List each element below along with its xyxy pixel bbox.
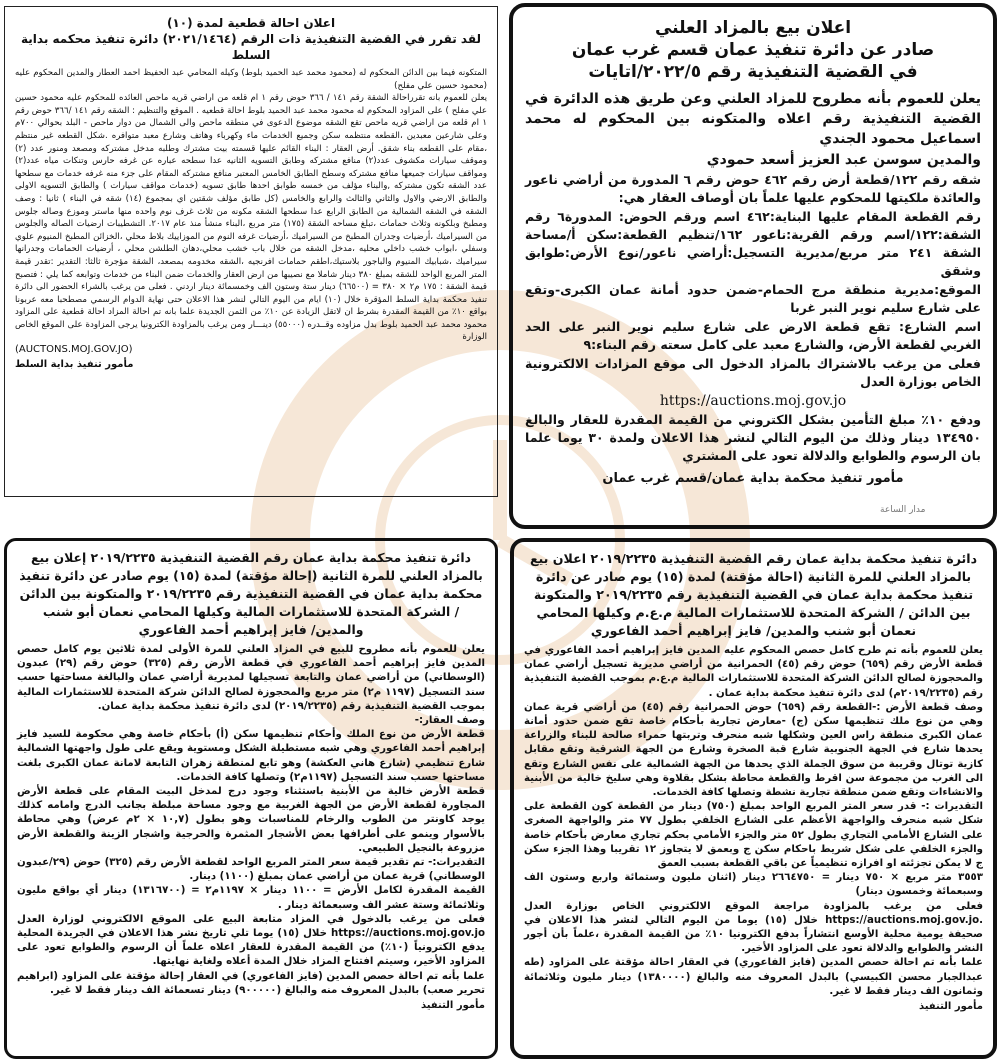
notice1-auction-link[interactable]: https://auctions.moj.gov.jo — [659, 393, 847, 409]
notice3-paragraph: التقديرات :- قدر سعر المتر المربع الواحد بمبلغ (٧٥٠) دينار من القطعة كون القطعة على شكل شبه منحرف والواجهة الأعظم على الشارع الخلفي بطول ٧٧ متر والواجهة الصغرى على الشارع الأمامي التجاري بطول ٥٢ متر والجزء الأمامي بحكم تجاري معارض بأحكام خاصة والجزء الخلفي على شكل شريط باحكام سكن ج وبعمق لا يتجاوز ١٢ تقريبا وهذا الجزء سكن ج لا يمكن تجزئته او افرازه تنظيمياً عن باقي القطعة بسبب العمق — [524, 801, 984, 870]
notice3-paragraph: علما بأنه تم احالة حصص المدين (فايز الفاعوري) في العقار احالة مؤقتة على المزاود (طه عبدالجبار محسن الكبيسي) بالبدل المعروف منه والبالغ (١٣٨٠٠٠٠) دينار مليون وثلاثمائة وثمانون الف دينار فقط لا غير. — [524, 957, 983, 997]
notice-final-referral-salt — [4, 6, 498, 497]
notice2-title: اعلان احالة قطعية لمدة (١٠) — [166, 16, 336, 30]
notice2-signature: مأمور تنفيذ بداية السلط — [15, 358, 134, 370]
notice1-paragraph: ودفع ١٠٪ مبلغ التأمين بشكل الكتروني من القيمة المقدرة للعقار والبالغ ١٣٤٩٥٠ دينار وذلك من اليوم التالي لنشر هذا الاعلان ولمدة ٣٠ يوما علما بان الرسوم والطوابع والدلالة تعود على المشتري — [525, 412, 981, 463]
notice4-heading: دائرة تنفيذ محكمة بداية عمان رقم القضية التنفيذية ٢٠١٩/٢٢٣٥ إعلان بيع بالمزاد العلني للمرة الثانية (إحالة مؤقتة) لمدة (١٥) يوم صادر عن دائرة تنفيذ محكمة بداية عمان في القضية التنفيذية رقم ٢٠١٩/٢٢٣٥ والمتكونة بين الدائن / الشركة المتحدة للاستثمارات المالية وكيلها المحامي نعمان أبو شنب والمدين/ فايز إبراهيم أحمد الفاعوري — [19, 550, 483, 637]
notice4-paragraph: وصف العقار:- — [414, 715, 485, 727]
notice1-paragraph: فعلى من يرغب بالاشتراك بالمزاد الدخول الى موقع المزادات الالكترونية الخاص بوزارة العدل — [525, 356, 981, 389]
notice1-paragraph: يعلن للعموم بأنه مطروح للمزاد العلني وعن طريق هذه الدائرة في القضية التنفيذية رقم اعلاه والمتكونه بين المحكوم له محمد اسماعيل محمود الجندي — [525, 91, 981, 147]
notice3-paragraph: ٣٥٥٣ متر مربع × ٧٥٠ دينار = ٢٦٦٤٧٥٠ دينار (اثنان مليون وستمائة واربع وستون الف وسبعمائة وخمسون دينار) — [524, 872, 983, 898]
notice4-paragraph: قطعة الأرض من نوع الملك وأحكام تنظيمها سكن (أ) بأحكام خاصة وهي محكومة للسيد فايز إبراهيم أحمد الفاعوري وهي شبه مستطيلة الشكل ومستوية ويقع على طول واجهتها الشمالية شارع تنظيمي (شارع هاني العكشة) وهو تابع لمنطقة زهران التابعة لامانة عمان الكبرى بلغت مساحتها حسب سند التسجيل (١١٩٧م٢) وتصلها كافة الخدمات. — [17, 729, 485, 783]
notice4-paragraph: علما بأنه تم احالة حصص المدين (فايز الفاعوري) في العقار إحالة مؤقتة على المزاود (ابراهيم تحرير صعب) بالبدل المعروف منه والبالغ (٩٠٠٠٠٠) دينار تسعمائة الف دينار فقط لا غير. — [17, 970, 485, 996]
watermark-label: مدار الساعة — [880, 505, 926, 515]
notice3-signature: مأمور التنفيذ — [918, 1001, 983, 1013]
notice2-site[interactable]: (AUCTONS.MOJ.GOV.JO) — [15, 344, 133, 356]
notice1-paragraph: رقم القطعة المقام عليها البناية:٤٦٢ اسم ورقم الحوض: المدورة٦ رقم الشقة:١٢٢/اسم ورقم القرية:ناعور ١٦٢/تنظيم القطعة:سكن أ/مساحة الشقة ٢٤١ متر مربع/مديرية التسجيل:أراضي ناعور/نوع الأرض:طوابق وشقق — [525, 209, 981, 278]
notice4-paragraph: يعلن للعموم بأنه مطروح للبيع في المزاد العلني للمرة الأولى لمدة ثلاثين يوم كامل حصص المدين فايز إبراهيم أحمد الفاعوري في قطعة الأرض رقم (٣٢٥) حوض رقم (٢٩) عبدون (الوسطاني) من أراضي عمان والتابعة تسجيلها لمديرية أراضي عمان والبالغة مساحتها حسب سند التسجيل (١١٩٧ م٢) متر مربع والمحجوزة لصالح الدائن شركة المتحدة للاستثمارات المالية بموجب القضية التنفيذية رقم (٢٠١٩/٢٢٣٥) لدى دائرة تنفيذ محكمة بداية عمان. — [17, 644, 486, 712]
notice3-heading: دائرة تنفيذ محكمة بداية عمان رقم القضية التنفيذية ٢٠١٩/٢٢٣٥ اعلان بيع بالمزاد العلني للمرة الثانية (احالة مؤقتة) لمدة (١٥) يوم صادر عن دائرة تنفيذ محكمة بداية عمان في القضية التنفيذية رقم ٢٠١٩/٢٢٣٥ والمتكونة بين الدائن / الشركة المتحدة للاستثمارات المالية م.ع.م وكيلها المحامي نعمان أبو شنب والمدين/ فايز إبراهيم أحمد الفاعوري — [529, 551, 978, 638]
notice4-signature: مأمور التنفيذ — [420, 1000, 485, 1012]
notice1-signature: مأمور تنفيذ محكمة بداية عمان/قسم غرب عمان — [602, 471, 904, 486]
notice4-paragraph: فعلى من يرغب بالدخول في المزاد متابعة البيع على الموقع الالكتروني لوزارة العدل https://auctions.moj.gov.jo خلال (١٥) يوما تلي تاريخ نشر هذا الاعلان في الجريدة المحلية يدفع الكترونياً (١٠٪) من القيمة المقدرة للعقار اعلاه علماً أن الرسوم والطوابع تعود على المزاود الأخير، وسيتم افتتاح المزاد خلال المدة أعلاه ولغاية نهايتها. — [17, 913, 486, 968]
notice2-paragraph: يعلن للعموم بانه تقرراحالة الشقة رقم ١٤١ / ٣٦٦ حوض رقم ١ ام قلعه من اراضي قريه ماحص العائده للمحكوم عليه محمود حسين علي مفلح ) على المزاود المحكوم له محمود محمد عبد الحميد بلوط احالة قطعيه . الموقع والتنظيم : الشقه رقم ١٤١ /٣٦٦ حوض رقم ١ ام قلعه من اراضي قريه ماحص تقع الشقه موضوع الدعوى في منطقه ماحص والى الشمال من دوار ماحص - البلد بحوالي ٧٠٠م وعلى شارعين معبدين ،القطعه منتظمه سكن وجميع الخدمات ماء وكهرباء وهاتف وشارع معبد متوافره .شكل القطعه غير منتظم ،مقام على القطعه بناء شقق. أرض العقار : البناء القائم عليها قسمته بيت مشترك وطلبه مدخل مشتركه ومصعد ومنور عدد (٢) وموقف سيارات مكشوف عدد(٢) منافع مشتركه وطابق التسويه الثانيه عدا سطحه عباره عن غرفه حارس وتنكات مياه عدد(٢) ومواقف سيارات جميعها منافع مشتركه وسطح الطابق الخامس المعتبر منافع مشتركه المقام على جزء منه غرفه خدمات مع سطحها عدد الشقه تكون مشتركه ,والبناء مؤلف من خمسه طوابق احدها طابق تسويه (خدمات مواقف سيارات ) والطابق التسويه الاولى والطابق الارضي والاول والثاني والثالث والرابع والخامس (كل طابق مؤلف شقتين اي بمجموع (١٤) شقه في البناء ) ثانيا : وصف الشقه في الشقه الشمالية من الطابق الرابع عدا سطحها الشقه مكونه من ثلاث غرف نوم واحده منها ماستر وموزع وصاله جلوس ومطبخ وبلكونه وثلاث حمامات ،تبلغ مساحه الشقة (١٧٥) متر مربع ،البناء منشأ منذ عام ٢٠١٧. التشطيبات ارضيات الصاله والجلوس من السيراميك ،أرضيات وجدران المطبخ من السيراميك ،أرضيات غرفه النوم من الموزاييك بلاط محلي ،الخزائن المطبخ المنيوم علوي وسفلي ،ابواب خشب داخلي محليه ،مدخل الشقه من خلال باب خشب محلي،دهان الطلشن محلي ، أرضيات الحمامات وجدرانها سيراميك ،شبابيك المنيوم والباجور بلاستيك،اطقم حمامات افرنجيه ،الشقه مخدومه بمصعد، الشقة مؤجرة ثالثا: التقدير :تقدر قيمة المتر المربع الواحد للشقه بمبلغ ٣٨٠ دينار شاملا مع نصيبها من ارض العقار والخدمات ضمن البناء من خدمات وتوابعه كما يلي : فتصبح قيمة الشقة : ١٧٥ م٢ × ٣٨٠ = (٦٦٥٠٠) دينار ستة وستون الف وخمسمائة دينار اردني . فعلى من يرغب بالشراء الحضور الى دائرة تنفيذ محكمة بداية السلط المؤقرة خلال (١٠) ايام من اليوم التالي لنشر هذا الاعلان حتى نهاية الدوام الرسمي مصطحبا معه عربونا بواقع ١٠٪ من القيمة المقدرة بشرط ان لاتقل الزيادة عن ١٠٪ من الثمن الجديدة علما بانه تم احالة المزاد احالة قطعية على المزاود محمود محمد عبد الحميد بلوط بدل مزاوده وقــدره (٥٥٠٠٠) دينـــار ومن يرغب بالمزاودة الكترونيا يرجى المزاودة على الموقع الخاص الوزارة — [15, 93, 487, 343]
notice1-paragraph: اسم الشارع: تقع قطعة الارض على شارع سليم نوير النبر على الحد الغربي لقطعة الأرض، والشارع معبد على كامل سعته رقم البناء:٩ — [525, 319, 981, 352]
notice1-title-issuer: صادر عن دائرة تنفيذ عمان قسم غرب عمان — [571, 40, 935, 60]
notice4-paragraph: القيمة المقدرة لكامل الأرض = ١١٠٠ دينار × ١١٩٧م٢ = (١٣١٦٧٠٠) دينار أي بواقع مليون وثلاثمائة وستة عشر الف وسبعمائة دينار . — [17, 885, 486, 911]
notice2-subtitle: لقد تقرر في القضية التنفيذية ذات الرقم (٢٠٢١/١٤٦٤) دائرة تنفيذ محكمه بداية السلط — [20, 32, 481, 62]
notice4-paragraph: قطعة الأرض خالية من الأبنية باستثناء وجود درج لمدخل البيت المقام على قطعة الأرض المجاورة لقطعة الأرض من الجهة الغربية مع وجود مساحة مبلطة بجانب الدرج وامامه كذلك يوجد كاونتر من الطوب والرخام للمناسبات وهو بطول (١٠,٧ × ٢م عرض) وهي محاطة بالأسوار وينمو على أطرافها بعض الأشجار المثمرة والحرجية واشجار الزينة والقطعة الأرض مزروعة بالنجيل الطبيعي. — [17, 786, 485, 854]
notice3-paragraph: يعلن للعموم بأنه تم طرح كامل حصص المحكوم عليه المدين فايز إبراهيم أحمد الفاعوري في قطعة الأرض رقم (٦٥٩) حوض رقم (٤٥) الحمرانية من أراضي مديرية تسجيل أراضي عمان والمحجوزة لصالح الدائن الشركة المتحدة للاستثمارات المالية م.ع.م بموجب القضية التنفيذية رقم (٢٠١٩/٢٢٣٥م) لدى دائرة تنفيذ محكمة بداية عمان . — [524, 645, 983, 699]
notice3-paragraph: فعلى من يرغب بالمزاودة مراجعة الموقع الالكتروني الخاص بوزارة العدل .https://auctions.moj.gov.jo خلال (١٥) يوما من اليوم التالي لنشر هذا الاعلان في صحيفة يومية محلية الأوسع انتشاراً بدفع الكترونيا ١٠٪ من القيمة المقدرة ،علماً بأن أجور النشر والطوابع والدلالة تعود على المزاود الأخير. — [524, 900, 983, 955]
notice1-title-case: في القضية التنفيذية رقم ٢٠٢٢/٥/اتايات — [588, 62, 918, 82]
notice-auction-west-amman — [509, 3, 997, 529]
notice1-paragraph: والمدين سوسن عبد العزيز أسعد حمودي — [706, 152, 981, 168]
notice1-paragraph: شقه رقم ١٢٢/قطعة أرض رقم ٤٦٢ حوض رقم ٦ المدورة من أراضي ناعور والعائدة ملكيتها للمحكوم عليها علماً بان أوصاف العقار هي: — [525, 172, 981, 205]
notice-second-auction-right — [510, 538, 997, 1059]
notice1-title: اعلان بيع بالمزاد العلني — [654, 18, 852, 38]
notice-second-auction-left — [4, 538, 498, 1059]
notice2-paragraph: المتكونه فيما بين الدائن المحكوم له (محمود محمد عبد الحميد بلوط) وكيله المحامي عبد الحفيظ احمد العطار والمدين المحكوم عليه (محمود حسين علي مفلح) — [15, 68, 487, 91]
notice3-paragraph: وصف قطعة الأرض :-القطعة رقم (٦٥٩) حوض الحمرانية رقم (٤٥) من أراضي قرية عمان وهي من نوع ملك تنظيمها سكن (ج) -معارض تجارية بأحكام خاصة تقع ضمن حدود أمانة عمان الكبرى منطقة راس العين وشكلها شبه منحرف وتربتها حمراء صالحة للبناء والزراعة يحدها شارع في الجهة الجنوبية شارع قبة الصخرة وشارع من الجهة الشرقية وتقع مقابل كازية توتال وقريبة من سوق الجملة الذي يحدها من الجهة الشمالية على نفس الشارع وتقع الى الغرب من مجموعة سن اقرط والقطعة محاطة بشكل بقلاوة وهي سليخ خالية من الأبنية والانشاءات وتقع ضمن منطقة تجارية نشطة وتصلها كافة الخدمات. — [524, 701, 984, 799]
notice4-paragraph: التقديرات:- تم تقدير قيمة سعر المتر المربع الواحد لقطعة الأرض رقم (٣٢٥) حوض (٢٩/عبدون الوسطاني) قرية عمان من أراضي عمان بمبلغ (١١٠٠) دينار. — [17, 857, 485, 883]
notice1-paragraph: الموقع:مديرية منطقة مرج الحمام-ضمن حدود أمانة عمان الكبرى-وتقع على شارع سليم نوير النبر غربا — [525, 282, 981, 315]
